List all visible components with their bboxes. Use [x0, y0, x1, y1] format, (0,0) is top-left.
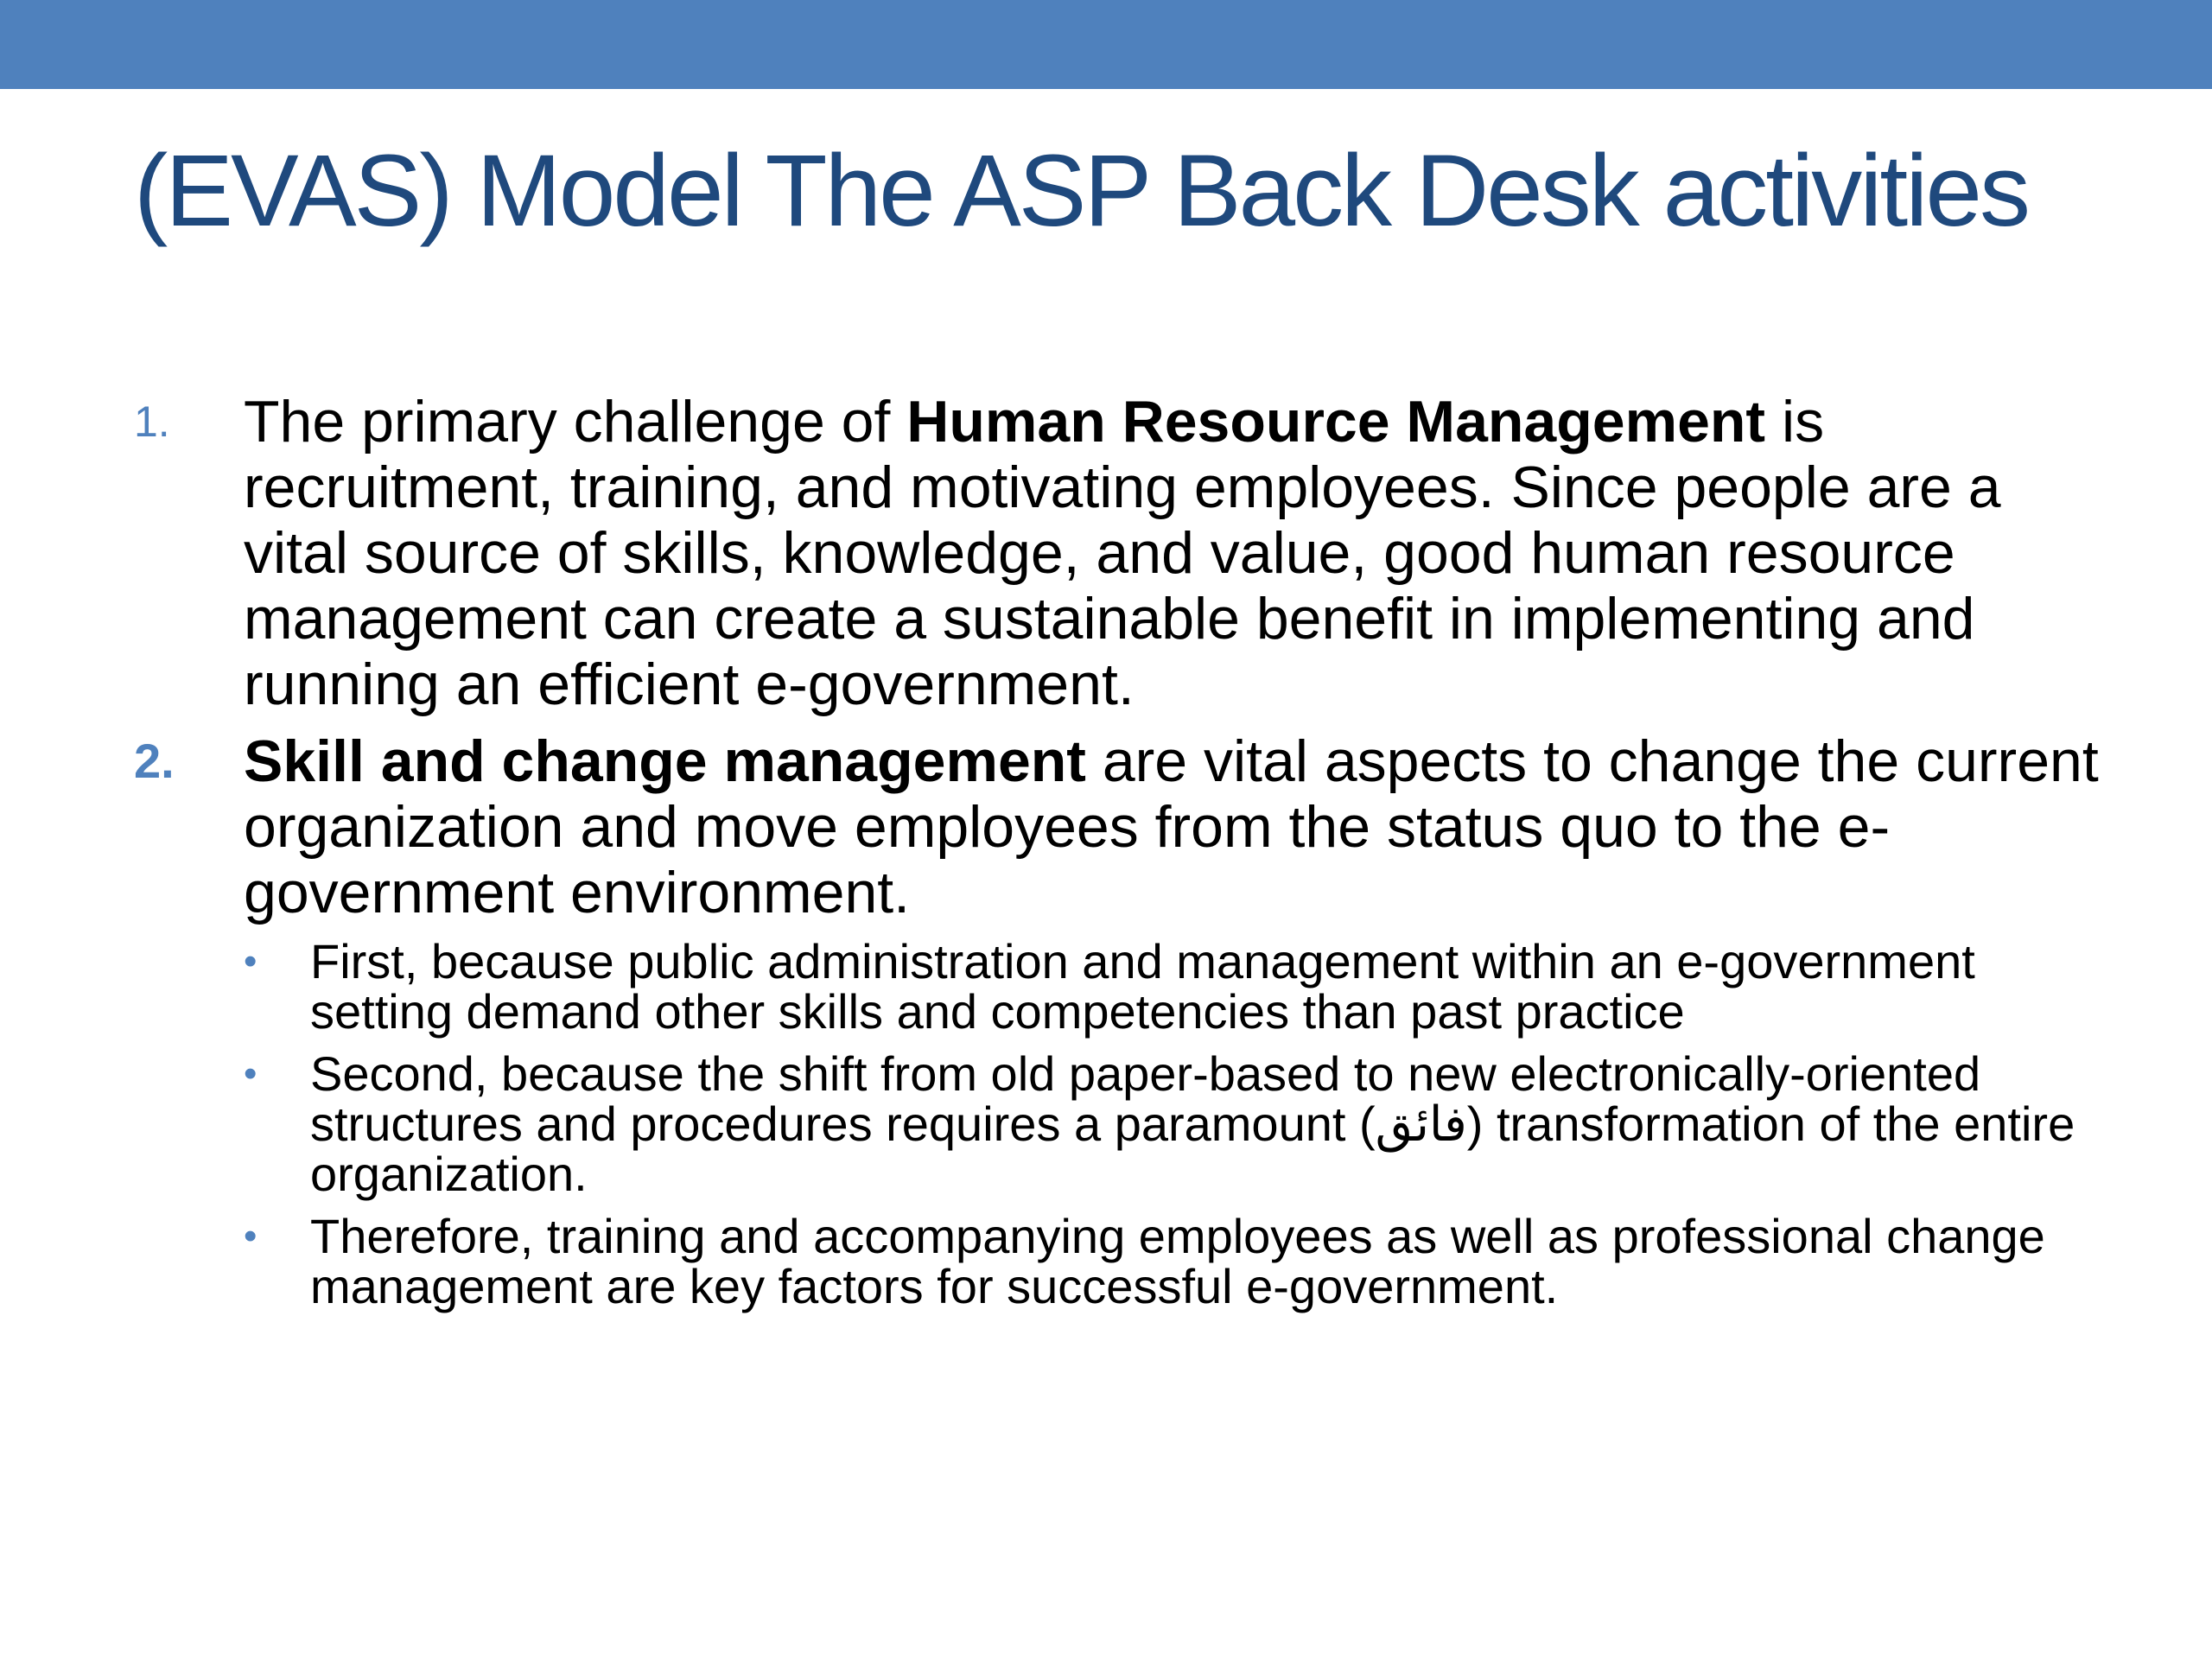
bullet-item	[244, 934, 2121, 1039]
slide-body	[134, 389, 2121, 1324]
item-number: 2.	[134, 734, 175, 788]
numbered-item-1	[134, 389, 2121, 717]
header-bar	[0, 0, 2212, 89]
bullet-text: First, because public administration and management within an e-government setting demand other skills and competencies than past practice	[310, 934, 1975, 1039]
item-text: The primary challenge of	[244, 389, 907, 454]
item-number: 1.	[134, 397, 170, 446]
slide-title: (EVAS) Model The ASP Back Desk activities	[134, 134, 2029, 248]
item-emphasis: Skill and change management	[244, 728, 1086, 794]
bullet-text: Second, because the shift from old paper-based to new electronically-oriented structures and procedures requires a paramount (فائق) transformation of the entire organization.	[310, 1046, 2075, 1201]
bullet-icon: •	[244, 1215, 257, 1257]
bullet-icon: •	[244, 1052, 257, 1095]
bullet-item	[244, 1046, 2121, 1201]
bullet-icon: •	[244, 940, 257, 982]
numbered-item-2	[134, 728, 2121, 925]
item-emphasis: Human Resource Management	[906, 389, 1766, 454]
item-text: is recruitment, training, and motivating employees. Since people are a vital source of skills, knowledge, and value, good human resource management can create a sustainable benefit in implementing and running an efficient e-government.	[244, 389, 2001, 717]
sub-bullet-list	[244, 934, 2121, 1313]
bullet-text: Therefore, training and accompanying employees as well as professional change management are key factors for successful e-government.	[310, 1209, 2045, 1313]
bullet-item	[244, 1211, 2121, 1312]
item-text: are vital aspects to change the current organization and move employees from the status quo to the e-government environment.	[244, 728, 2099, 925]
